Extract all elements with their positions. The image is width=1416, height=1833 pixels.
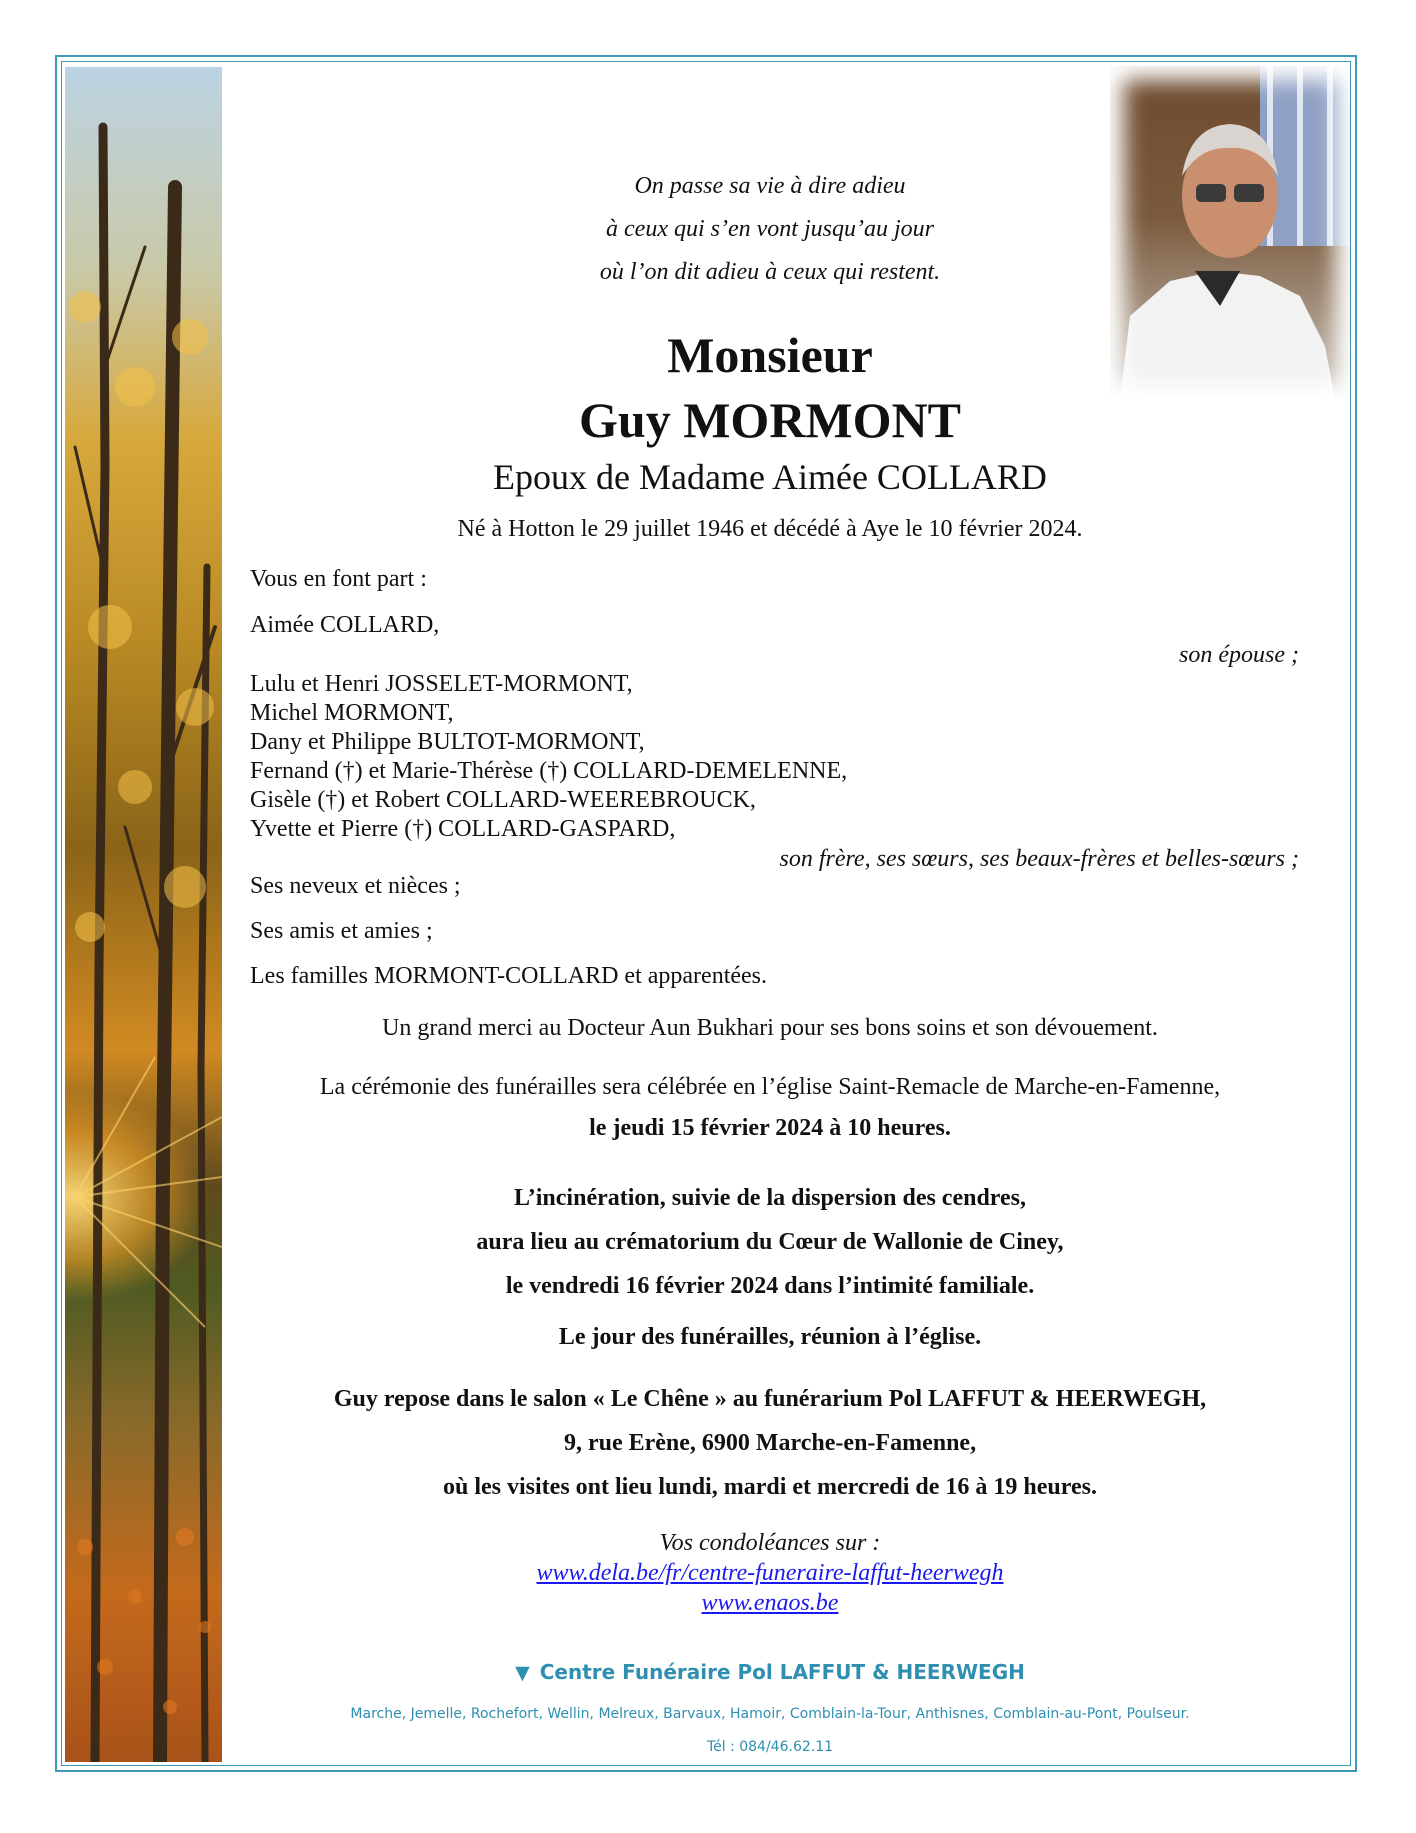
list-item: Lulu et Henri JOSSELET-MORMONT, xyxy=(250,671,633,697)
condolence-link-enaos[interactable]: www.enaos.be xyxy=(701,1590,839,1616)
cremation-line: aura lieu au crématorium du Cœur de Wallonie de Ciney, xyxy=(476,1229,1064,1255)
cremation-line: L’incinération, suivie de la dispersion des cendres, xyxy=(513,1185,1027,1211)
siblings-role: son frère, ses sœurs, ses beaux-frères et belles-sœurs ; xyxy=(779,846,1299,872)
list-item: Fernand (†) et Marie-Thérèse (†) COLLARD-DEMELENNE, xyxy=(250,758,848,784)
visitation-line: où les visites ont lieu lundi, mardi et mercredi de 16 à 19 heures. xyxy=(443,1474,1097,1500)
spouse-name: Aimée COLLARD, xyxy=(250,612,440,638)
deceased-name: Guy MORMONT xyxy=(579,392,961,448)
cremation-block xyxy=(230,1176,1310,1308)
visitation-line: Guy repose dans le salon « Le Chêne » au funérarium Pol LAFFUT & HEERWEGH, xyxy=(333,1386,1207,1412)
cremation-line: le vendredi 16 février 2024 dans l’intimité familiale. xyxy=(505,1273,1035,1299)
thanks-line: Un grand merci au Docteur Aun Bukhari pour ses bons soins et son dévouement. xyxy=(382,1015,1158,1041)
family-intro: Vous en font part : xyxy=(250,566,427,592)
phone-line: Tél : 084/46.62.11 xyxy=(706,1739,834,1755)
list-item: Michel MORMONT, xyxy=(250,700,454,726)
quote-line: On passe sa vie à dire adieu xyxy=(634,173,906,199)
condolences-block xyxy=(230,1528,1310,1618)
list-item: Gisèle (†) et Robert COLLARD-WEEREBROUCK, xyxy=(250,787,756,813)
ceremony-date: le jeudi 15 février 2024 à 10 heures. xyxy=(589,1115,951,1141)
visitation-line: 9, rue Erène, 6900 Marche-en-Famenne, xyxy=(563,1430,977,1456)
friends-line: Ses amis et amies ; xyxy=(250,918,433,944)
ceremony-line: La cérémonie des funérailles sera célébrée en l’église Saint-Remacle de Marche-en-Famenne, xyxy=(319,1074,1221,1100)
honorific-title: Monsieur xyxy=(667,327,873,383)
funeral-home-name xyxy=(230,1660,1310,1684)
quote-line: à ceux qui s’en vont jusqu’au jour xyxy=(606,216,934,242)
funeral-home-label: Centre Funéraire Pol LAFFUT & HEERWEGH xyxy=(539,1660,1025,1684)
nephews-line: Ses neveux et nièces ; xyxy=(250,873,461,899)
siblings-list xyxy=(250,670,847,844)
list-item: Yvette et Pierre (†) COLLARD-GASPARD, xyxy=(250,816,676,842)
epitaph-quote xyxy=(230,165,1310,294)
triangle-down-icon: ▼ xyxy=(515,1662,530,1684)
spouse-role: son épouse ; xyxy=(1179,642,1299,668)
locations-line: Marche, Jemelle, Rochefort, Wellin, Melreux, Barvaux, Hamoir, Comblain-la-Tour, Anthisnes, Comblain-au-Pont, Poulseur. xyxy=(350,1706,1190,1722)
list-item: Dany et Philippe BULTOT-MORMONT, xyxy=(250,729,645,755)
birth-death-line: Né à Hotton le 29 juillet 1946 et décédé à Aye le 10 février 2024. xyxy=(457,516,1083,542)
gathering-line: Le jour des funérailles, réunion à l’église. xyxy=(558,1324,982,1350)
condolence-link-dela[interactable]: www.dela.be/fr/centre-funeraire-laffut-heerwegh xyxy=(536,1560,1004,1586)
autumn-forest-image xyxy=(65,67,222,1762)
families-line: Les familles MORMONT-COLLARD et apparentées. xyxy=(250,963,768,989)
condolences-label: Vos condoléances sur : xyxy=(659,1530,881,1556)
quote-line: où l’on dit adieu à ceux qui restent. xyxy=(599,259,941,285)
spouse-line: Epoux de Madame Aimée COLLARD xyxy=(493,457,1047,497)
visitation-block xyxy=(230,1377,1310,1509)
